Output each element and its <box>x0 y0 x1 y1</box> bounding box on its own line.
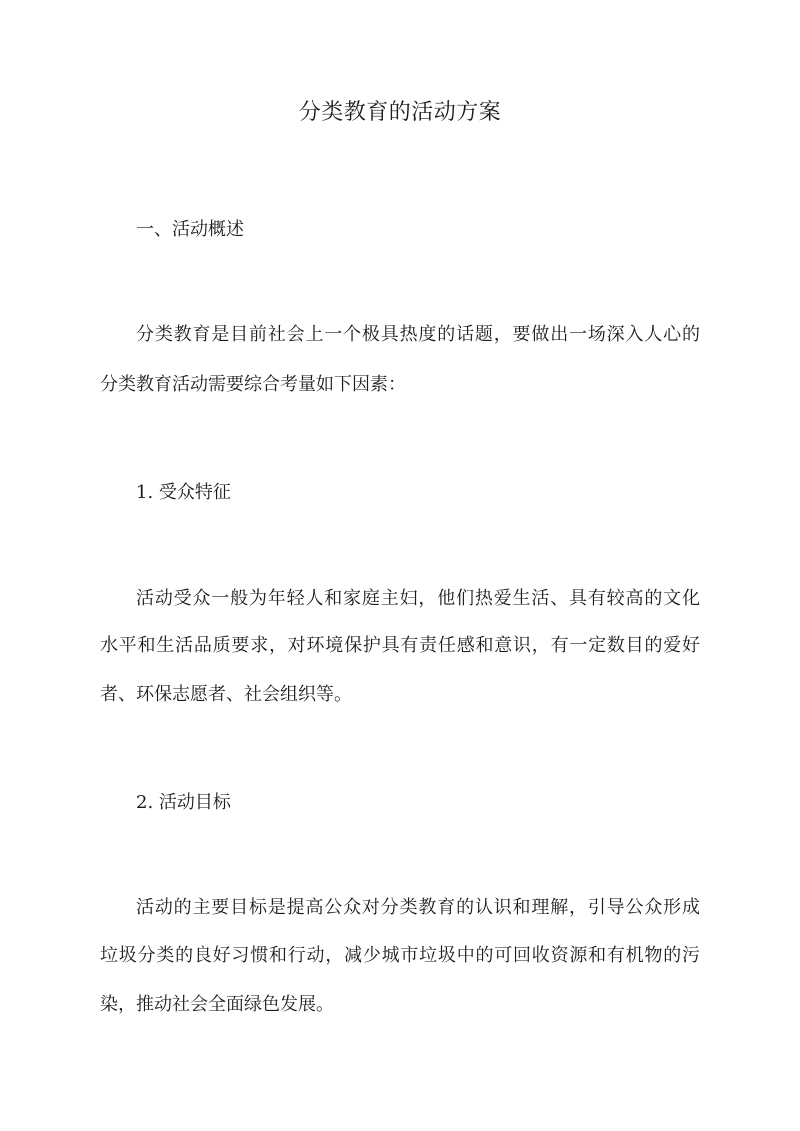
item1-paragraph-line-2: 水平和生活品质要求，对环境保护具有责任感和意识，有一定数目的爱好 <box>100 635 700 656</box>
item1-paragraph-line-1: 活动受众一般为年轻人和家庭主妇，他们热爱生活、具有较高的文化 <box>136 588 700 609</box>
intro-paragraph-line-2: 分类教育活动需要综合考量如下因素： <box>100 374 406 395</box>
item2-paragraph-line-2: 垃圾分类的良好习惯和行动，减少城市垃圾中的可回收资源和有机物的污 <box>100 945 700 966</box>
item2-paragraph-line-1: 活动的主要目标是提高公众对分类教育的认识和理解，引导公众形成 <box>136 897 700 918</box>
item2-paragraph-line-3: 染，推动社会全面绿色发展。 <box>100 994 334 1015</box>
document-title: 分类教育的活动方案 <box>298 100 502 125</box>
item2-heading: 2. 活动目标 <box>136 792 231 813</box>
item1-paragraph-line-3: 者、环保志愿者、社会组织等。 <box>100 684 352 705</box>
section-heading: 一、活动概述 <box>136 219 244 240</box>
item1-heading: 1. 受众特征 <box>136 482 231 503</box>
intro-paragraph-line-1: 分类教育是目前社会上一个极具热度的话题，要做出一场深入人心的 <box>136 324 700 345</box>
